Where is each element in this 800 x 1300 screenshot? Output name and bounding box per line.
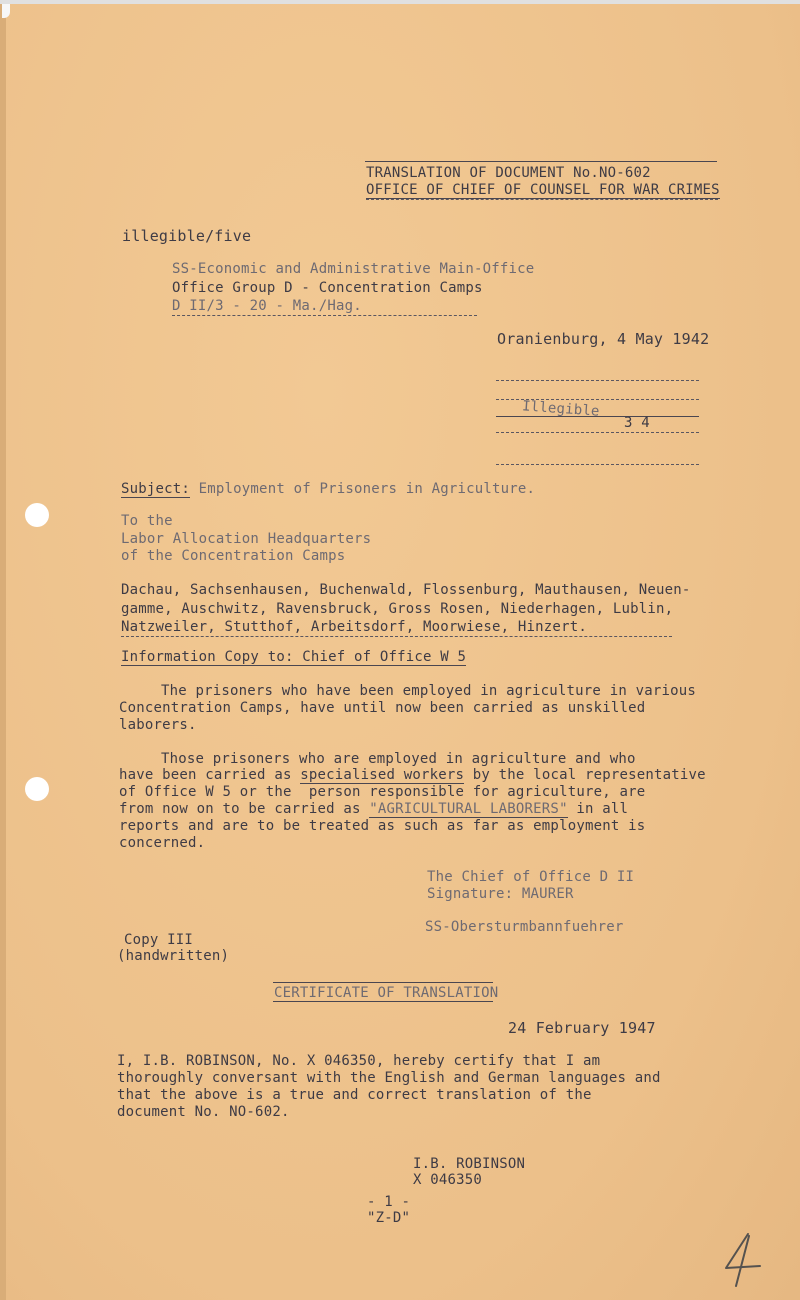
stamp-illegible: Illegible xyxy=(521,398,601,420)
header-bottom-rule xyxy=(366,199,718,200)
specialised-workers-term: specialised workers xyxy=(300,767,465,783)
camps-line-3: Natzweiler, Stutthof, Arbeitsdorf, Moorwiese, Hinzert. xyxy=(121,619,587,635)
stamp-numbers: 3 4 xyxy=(624,415,650,431)
punch-hole-upper xyxy=(25,503,49,527)
sender-line-1: SS-Economic and Administrative Main-Office xyxy=(172,261,535,277)
certificate-line-4: document No. NO-602. xyxy=(117,1104,290,1120)
mark-illegible: illegible/five xyxy=(122,227,252,245)
paragraph2-line-6: concerned. xyxy=(119,835,206,851)
recipient-line-3: of the Concentration Camps xyxy=(121,548,346,564)
camps-line-1: Dachau, Sachsenhausen, Buchenwald, Flossenburg, Mauthausen, Neuen- xyxy=(121,582,691,598)
paragraph2-line-1: Those prisoners who are employed in agriculture and who xyxy=(161,751,636,767)
stamp-rule-3 xyxy=(496,416,699,417)
paragraph2-line-4-pre: from now on to be carried as xyxy=(119,801,370,817)
place-date: Oranienburg, 4 May 1942 xyxy=(497,330,710,348)
certificate-line-2: thoroughly conversant with the English and German languages and xyxy=(117,1070,661,1086)
paragraph2-line-3: of Office W 5 or the person responsible for agriculture, are xyxy=(119,784,646,800)
paragraph2-line-4 xyxy=(119,801,628,817)
subject-line xyxy=(121,481,535,497)
paragraph1-line-3: laborers. xyxy=(119,717,197,733)
recipient-line-1: To the xyxy=(121,513,173,529)
sender-line-3: D II/3 - 20 - Ma./Hag. xyxy=(172,298,362,314)
certificate-top-rule xyxy=(273,982,493,983)
paragraph1-line-1: The prisoners who have been employed in agriculture in various xyxy=(161,683,696,699)
paragraph2-line-2-pre: have been carried as xyxy=(119,767,301,783)
sender-underline xyxy=(172,315,477,316)
subject-label: Subject: xyxy=(121,481,191,497)
camps-line-2: gamme, Auschwitz, Ravensbruck, Gross Rosen, Niederhagen, Lublin, xyxy=(121,601,674,617)
stamp-rule-1 xyxy=(496,380,699,381)
stamp-rule-5 xyxy=(496,464,699,465)
signature-line-2: Signature: MAURER xyxy=(427,886,574,902)
certificate-bottom-rule xyxy=(273,1001,493,1002)
stamp-rule-4 xyxy=(496,432,699,433)
camps-underline xyxy=(121,636,672,637)
punch-hole-lower xyxy=(25,777,49,801)
paragraph2-line-5: reports and are to be treated as such as far as employment is xyxy=(119,818,646,834)
signature-line-3: SS-Obersturmbannfuehrer xyxy=(425,919,624,935)
office-line: OFFICE OF CHIEF OF COUNSEL FOR WAR CRIMES xyxy=(366,182,720,198)
paragraph2-line-2 xyxy=(119,767,706,783)
agricultural-laborers-term: "AGRICULTURAL LABORERS" xyxy=(369,801,568,817)
copy-note-line-1: Copy III xyxy=(124,932,194,948)
footer-code: "Z-D" xyxy=(367,1210,411,1226)
certificate-date: 24 February 1947 xyxy=(508,1019,656,1037)
page-top-edge xyxy=(0,0,800,4)
certificate-sign-number: X 046350 xyxy=(413,1172,483,1188)
certificate-line-3: that the above is a true and correct translation of the xyxy=(117,1087,592,1103)
handwritten-page-number xyxy=(716,1230,766,1290)
page-left-edge xyxy=(0,0,6,1300)
copy-note-line-2: (handwritten) xyxy=(117,948,230,964)
recipient-line-2: Labor Allocation Headquarters xyxy=(121,531,372,547)
footer-page-number: - 1 - xyxy=(367,1194,411,1210)
information-copy: Information Copy to: Chief of Office W 5 xyxy=(121,649,467,665)
translation-line: TRANSLATION OF DOCUMENT No.NO-602 xyxy=(366,165,651,181)
paragraph1-line-2: Concentration Camps, have until now been carried as unskilled xyxy=(119,700,646,716)
certificate-line-1: I, I.B. ROBINSON, No. X 046350, hereby certify that I am xyxy=(117,1053,601,1069)
paragraph2-line-2-post: by the local representative xyxy=(464,767,706,783)
certificate-sign-name: I.B. ROBINSON xyxy=(413,1156,526,1172)
sender-line-2: Office Group D - Concentration Camps xyxy=(172,280,483,296)
paragraph2-line-4-post: in all xyxy=(567,801,629,817)
header-top-rule xyxy=(365,161,717,162)
signature-line-1: The Chief of Office D II xyxy=(427,869,635,885)
subject-text: Employment of Prisoners in Agriculture. xyxy=(190,481,536,497)
certificate-title: CERTIFICATE OF TRANSLATION xyxy=(274,985,499,1001)
